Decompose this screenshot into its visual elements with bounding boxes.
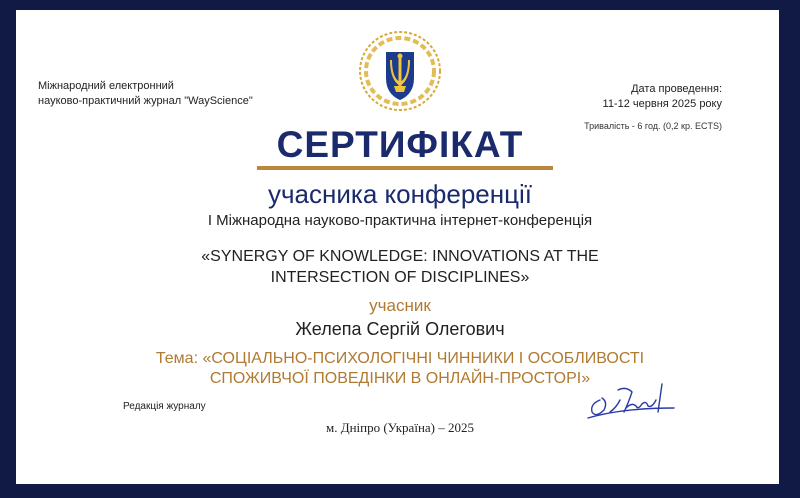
journal-info xyxy=(38,79,253,109)
event-date xyxy=(603,82,722,112)
ukraine-trident-emblem-icon xyxy=(358,30,442,112)
conference-name-line-1: «SYNERGY OF KNOWLEDGE: INNOVATIONS AT THE xyxy=(201,248,599,265)
editor-label: Редакція журналу xyxy=(123,401,206,412)
title-underline xyxy=(257,166,553,170)
certificate-subtitle: учасника конференції xyxy=(267,179,533,209)
event-duration: Тривалість - 6 год. (0,2 кр. ECTS) xyxy=(584,121,722,131)
certificate-title: СЕРТИФІКАТ xyxy=(276,124,524,165)
conference-type: I Міжнародна науково-практична інтернет-конференція xyxy=(207,212,593,229)
participant-name: Желепа Сергій Олегович xyxy=(295,319,505,339)
date-value: 11-12 червня 2025 року xyxy=(602,98,722,110)
topic-line-1: Тема: «СОЦІАЛЬНО-ПСИХОЛОГІЧНІ ЧИННИКИ І ОСОБЛИВОСТІ xyxy=(155,350,645,367)
handwritten-signature-icon xyxy=(582,378,682,424)
journal-line-1: Міжнародний електронний xyxy=(38,80,174,92)
conference-name-line-2: INTERSECTION OF DISCIPLINES» xyxy=(270,269,530,286)
date-label: Дата проведення: xyxy=(631,83,722,95)
participant-role: учасник xyxy=(369,296,431,315)
city-year: м. Дніпро (Україна) – 2025 xyxy=(325,420,474,435)
journal-line-2: науково-практичний журнал "WayScience" xyxy=(38,95,253,107)
conference-name xyxy=(0,246,800,288)
topic-line-2: СПОЖИВЧОЇ ПОВЕДІНКИ В ОНЛАЙН-ПРОСТОРІ» xyxy=(209,370,591,387)
